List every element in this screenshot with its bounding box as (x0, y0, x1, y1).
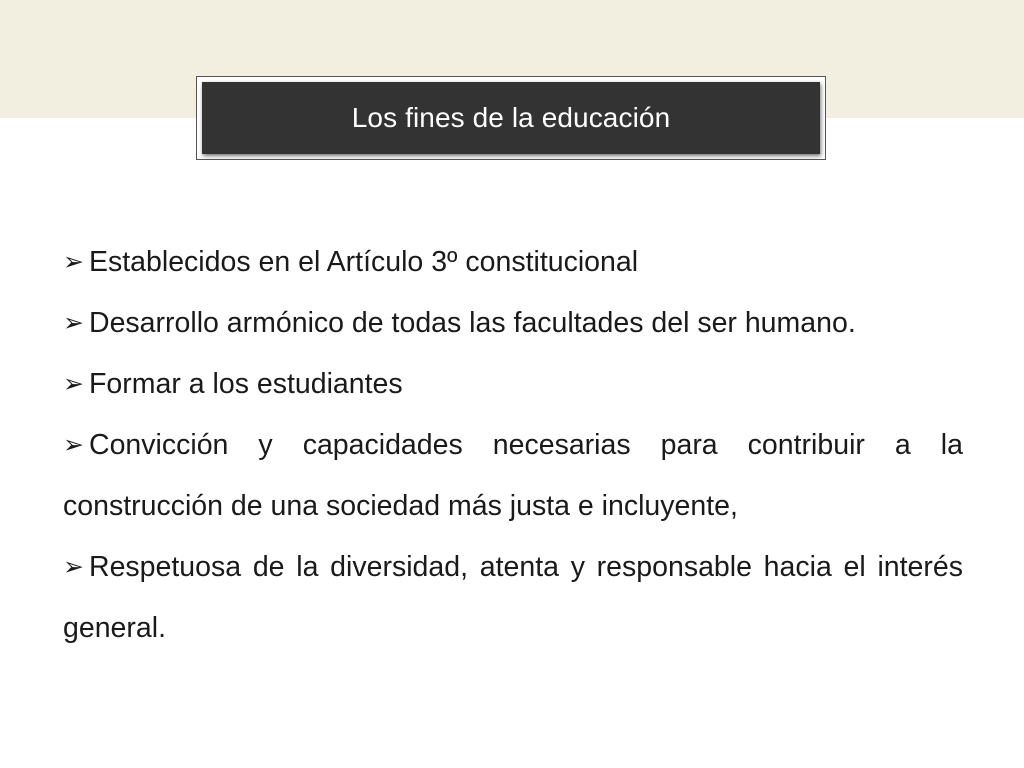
arrow-bullet-icon: ➢ (63, 431, 84, 459)
arrow-bullet-icon: ➢ (63, 248, 84, 276)
bullet-text: Desarrollo armónico de todas las facultades del ser humano. (89, 307, 856, 339)
arrow-bullet-icon: ➢ (63, 553, 84, 581)
bullet-item (63, 232, 963, 293)
title-box (202, 82, 820, 154)
bullet-item (63, 293, 963, 354)
arrow-bullet-icon: ➢ (63, 370, 84, 398)
arrow-bullet-icon: ➢ (63, 309, 84, 337)
bullet-item (63, 354, 963, 415)
bullet-text: Respetuosa de la diversidad, atenta y responsable hacia el interés general. (63, 551, 963, 644)
bullet-text: Establecidos en el Artículo 3º constitucional (89, 246, 639, 278)
slide-title: Los fines de la educación (351, 102, 671, 133)
bullet-item (63, 537, 963, 659)
bullet-text: Convicción y capacidades necesarias para contribuir a la construcción de una sociedad más justa e incluyente, (63, 429, 963, 522)
title-frame (196, 76, 826, 160)
bullet-item (63, 415, 963, 537)
bullet-list (63, 232, 963, 659)
bullet-text: Formar a los estudiantes (89, 368, 403, 400)
